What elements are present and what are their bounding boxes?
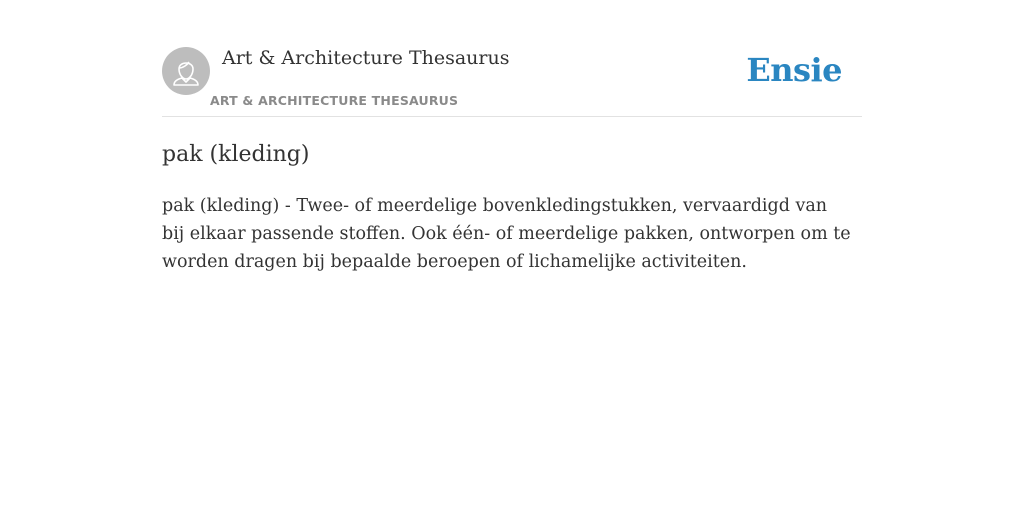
header [162, 46, 862, 117]
page [162, 0, 862, 512]
avatar[interactable] [162, 47, 210, 95]
brand-logo[interactable]: Ensie [746, 51, 842, 89]
source-label[interactable]: ART & ARCHITECTURE THESAURUS [210, 93, 459, 108]
page-title: pak (kleding) [162, 142, 310, 167]
author-name[interactable]: Art & Architecture Thesaurus [222, 47, 510, 69]
definition-text: pak (kleding) - Twee- of meerdelige bovenkledingstukken, vervaardigd van bij elkaar passende stoffen. Ook één- of meerdelige pakken, ontworpen om te worden dragen bij bepaalde beroepen of lichamelijke activiteiten. [162, 196, 851, 272]
user-silhouette-icon [162, 47, 210, 95]
